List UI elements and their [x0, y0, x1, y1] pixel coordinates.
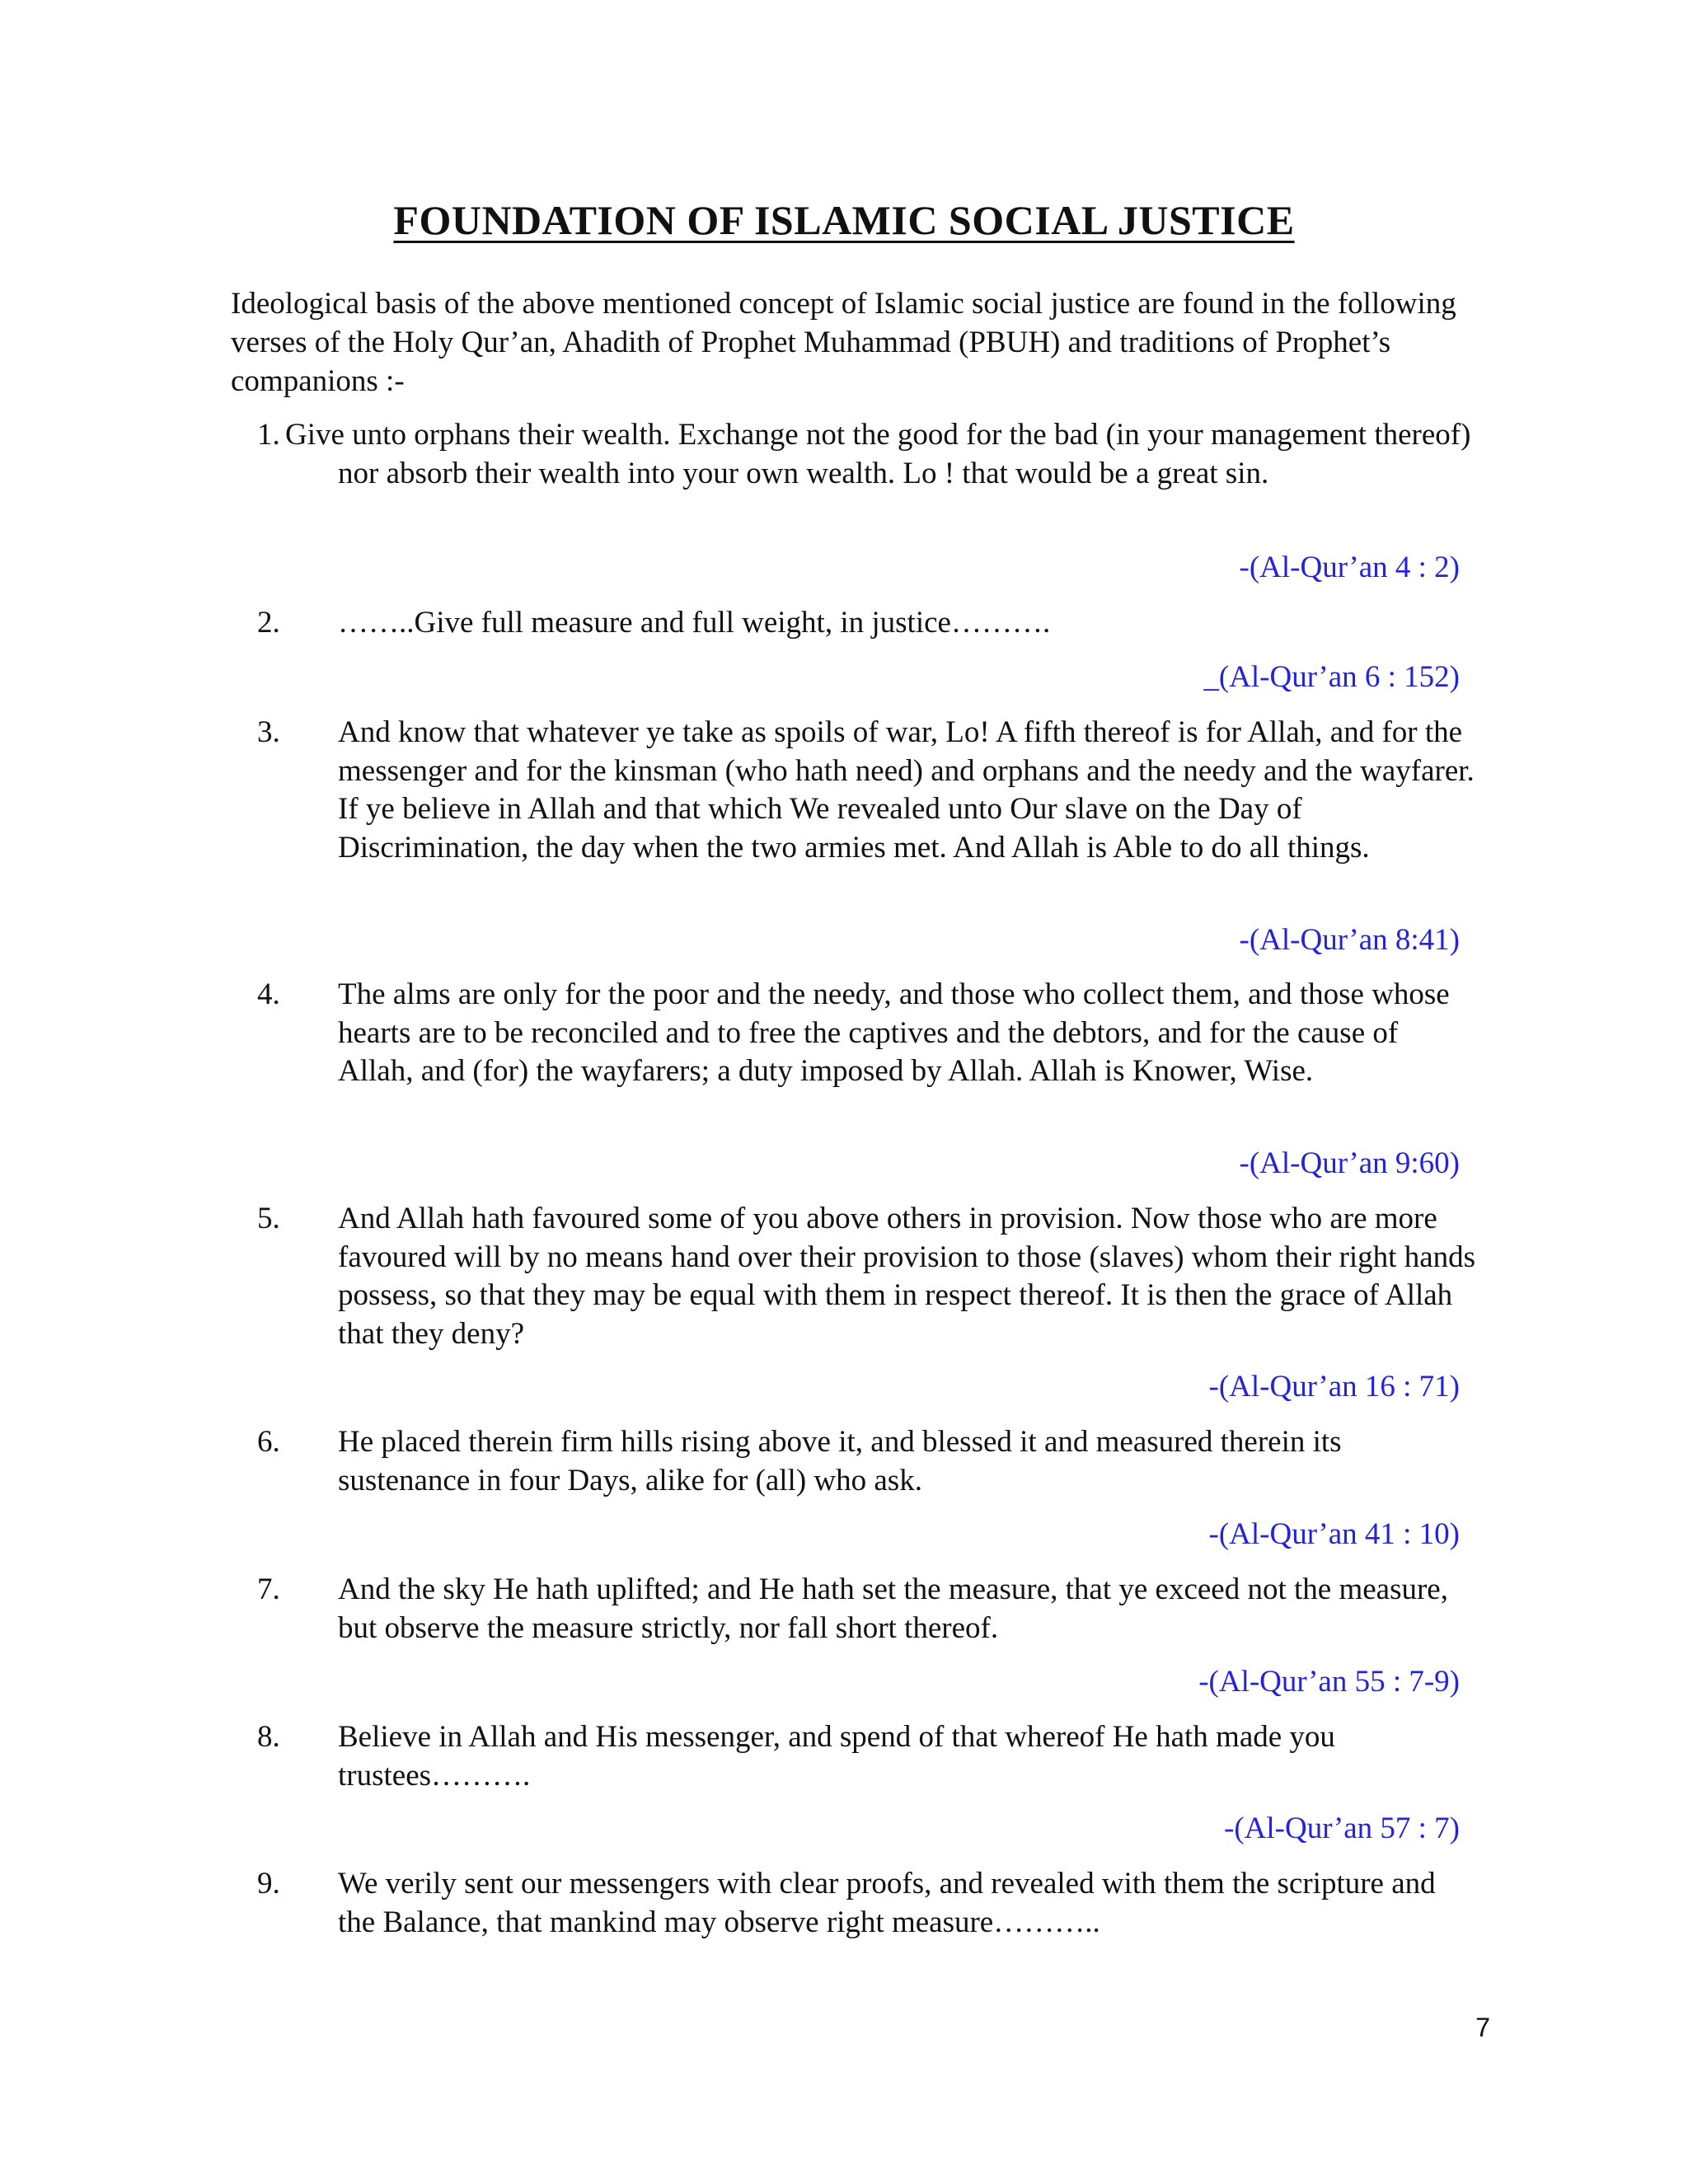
list-item-text: We verily sent our messengers with clear proofs, and revealed with them the scripture and the Balance, that mankind may observe right measure………..: [338, 1867, 1436, 1939]
list-item-number: 6.: [257, 1425, 280, 1459]
list-item-text: The alms are only for the poor and the needy, and those who collect them, and those whose hearts are to be reconciled and to free the captives and the debtors, and for the cause of Allah, and (for) the wayfarers; a duty imposed by Allah. Allah is Knower, Wise.: [338, 977, 1450, 1088]
list-item-text: And know that whatever ye take as spoils of war, Lo! A fifth thereof is for Allah, and for the messenger and for the kinsman (who hath need) and orphans and the needy and the wayfarer. If ye believe in Allah and that which We revealed unto Our slave on the Day of Discrimination, the day when the two armies met. And Allah is Able to do all things.: [338, 715, 1475, 865]
list-item-2: [257, 604, 1477, 643]
list-item-4: [257, 976, 1477, 1091]
page-number: 7: [1475, 2013, 1490, 2042]
list-item-3: [257, 714, 1477, 867]
quran-reference-1: -(Al-Qur’an 4 : 2): [1239, 551, 1460, 584]
list-item-number: 7.: [257, 1572, 280, 1606]
quran-reference-8: -(Al-Qur’an 57 : 7): [1224, 1811, 1460, 1845]
list-item-1: [257, 416, 1477, 493]
quran-reference-6: -(Al-Qur’an 41 : 10): [1208, 1517, 1460, 1551]
list-item-6: [257, 1423, 1477, 1500]
list-item-text: ……..Give full measure and full weight, in justice……….: [338, 606, 1051, 640]
quran-reference-3: -(Al-Qur’an 8:41): [1239, 923, 1460, 957]
list-item-number: 1.: [257, 418, 280, 452]
list-item-number: 8.: [257, 1720, 280, 1754]
list-item-text: And the sky He hath uplifted; and He hath set the measure, that ye exceed not the measure, but observe the measure strictly, nor fall short thereof.: [338, 1572, 1448, 1645]
quran-reference-5: -(Al-Qur’an 16 : 71): [1208, 1370, 1460, 1404]
list-item-number: 3.: [257, 715, 280, 749]
list-item-text: And Allah hath favoured some of you above others in provision. Now those who are more favoured will by no means hand over their provision to those (slaves) whom their right hands possess, so that they may be equal with them in respect thereof. It is then the grace of Allah that they deny?: [338, 1202, 1476, 1351]
list-item-number: 9.: [257, 1867, 280, 1900]
list-item-9: [257, 1865, 1477, 1942]
list-item-text: Believe in Allah and His messenger, and spend of that whereof He hath made you trustees……….: [338, 1720, 1335, 1793]
list-item-8: [257, 1718, 1477, 1795]
list-item-text: He placed therein firm hills rising above it, and blessed it and measured therein its sustenance in four Days, alike for (all) who ask.: [338, 1425, 1342, 1497]
page-title: FOUNDATION OF ISLAMIC SOCIAL JUSTICE: [393, 197, 1295, 243]
list-item-number: 4.: [257, 977, 280, 1011]
list-item-number: 5.: [257, 1202, 280, 1235]
intro-paragraph: Ideological basis of the above mentioned concept of Islamic social justice are found in the following verses of the Holy Qur’an, Ahadith of Prophet Muhammad (PBUH) and traditions of Prophet’s companions :-: [231, 287, 1456, 398]
quran-reference-7: -(Al-Qur’an 55 : 7-9): [1198, 1665, 1460, 1699]
list-item-5: [257, 1200, 1477, 1353]
quran-reference-2: _(Al-Qur’an 6 : 152): [1203, 660, 1460, 694]
list-item-number: 2.: [257, 606, 280, 640]
list-item-text: Give unto orphans their wealth. Exchange not the good for the bad (in your management thereof) nor absorb their wealth into your own wealth. Lo ! that would be a great sin.: [285, 418, 1471, 490]
quran-reference-4: -(Al-Qur’an 9:60): [1239, 1146, 1460, 1180]
list-item-7: [257, 1571, 1477, 1647]
